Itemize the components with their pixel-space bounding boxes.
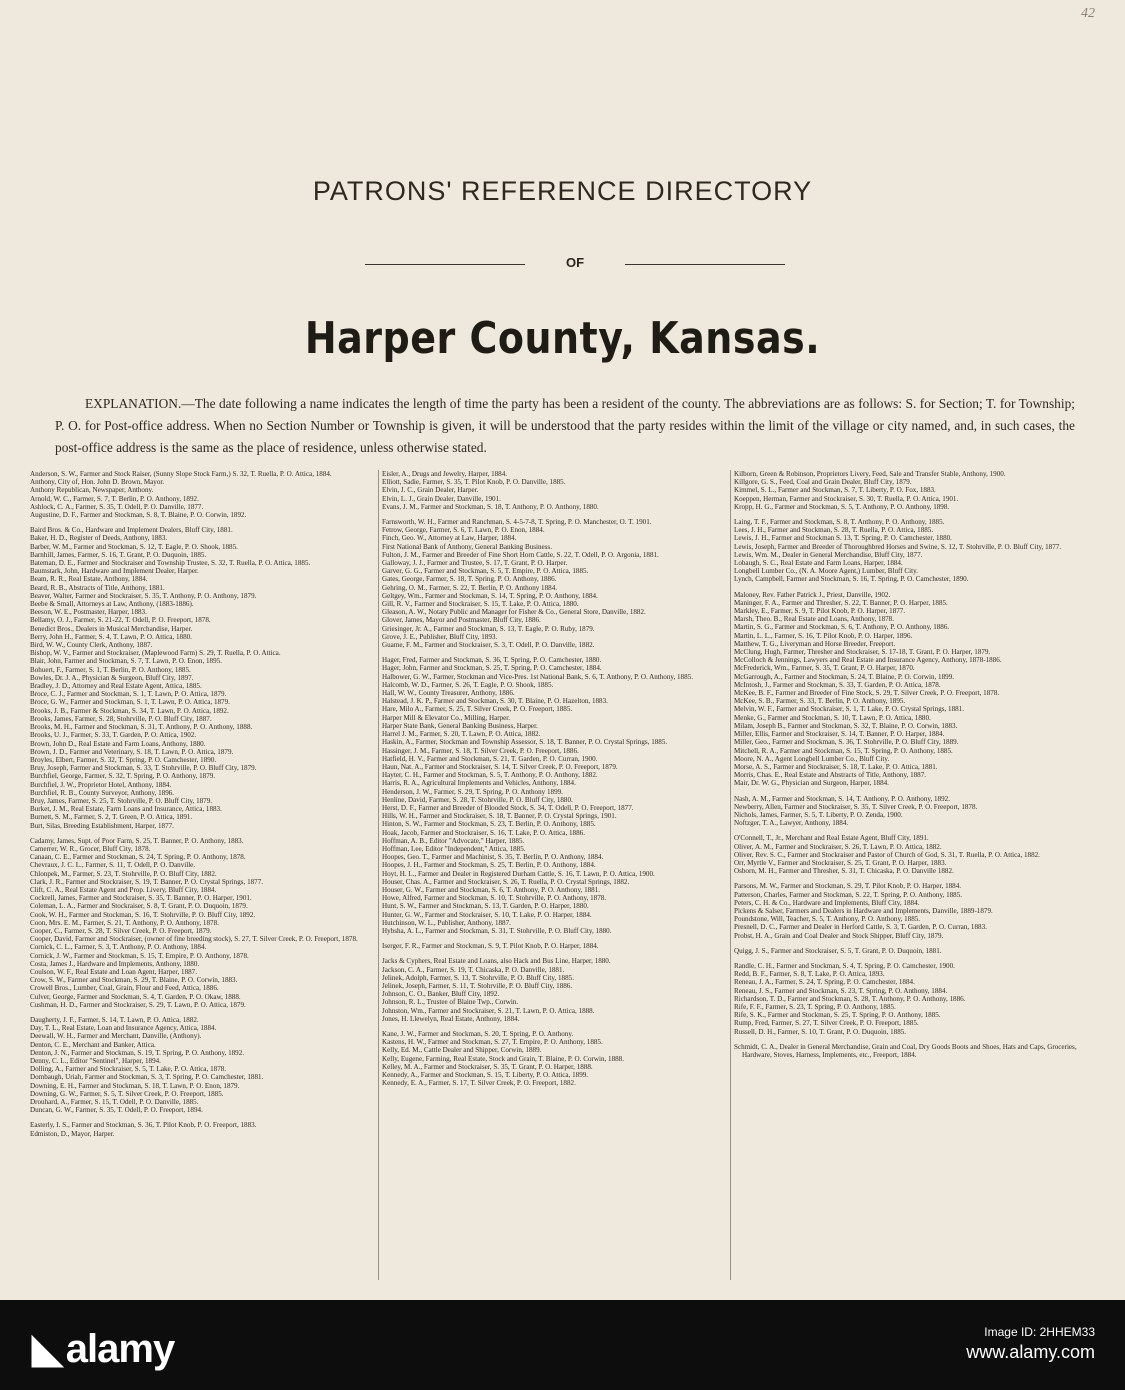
image-meta bbox=[966, 1322, 1095, 1362]
directory-entry: Pickens & Salser, Farmers and Dealers in Hardware and Implements, Danville, 1889-1879. bbox=[734, 906, 993, 915]
directory-entry: Elvin, L. J., Grain Dealer, Danville, 1901. bbox=[382, 494, 501, 503]
letter-group-gap bbox=[30, 830, 375, 837]
directory-entry: Howe, Alfred, Farmer and Stockman, S. 10, T. Stohrville, P. O. Anthony, 1878. bbox=[382, 894, 607, 903]
directory-entry: Burt, Silas, Breeding Establishment, Harper, 1877. bbox=[30, 821, 174, 830]
directory-entry: Anderson, S. W., Farmer and Stock Raiser, (Sunny Slope Stock Farm,) S. 32, T. Ruella, P. O. Attica, 1884. bbox=[30, 470, 332, 478]
directory-entry: Hoopes, J. H., Farmer and Stockman, S. 25, T. Berlin, P. O. Anthony, 1884. bbox=[382, 861, 596, 870]
directory-entry: Henline, David, Farmer, S. 28, T. Stohrville, P. O. Bluff City, 1880. bbox=[382, 795, 573, 804]
directory-entry: Denny, C. L., Editor "Sentinel", Harper, 1894. bbox=[30, 1057, 161, 1066]
directory-entry: Iserger, F. R., Farmer and Stockman, S. 9, T. Pilot Knob, P. O. Harper, 1884. bbox=[382, 942, 599, 951]
directory-entry: Brooks, J. B., Farmer & Stockman, S. 34, T. Lawn, P. O. Attica, 1892. bbox=[30, 706, 229, 715]
directory-entry: Melvin, W. F., Farmer and Stockraiser, S. 1, T. Lake, P. O. Crystal Springs, 1881. bbox=[734, 705, 965, 714]
directory-entry: Harper State Bank, General Banking Business, Harper. bbox=[382, 721, 538, 730]
directory-entry: Barnhill, James, Farmer, S. 16, T. Grant, P. O. Duquoin, 1885. bbox=[30, 550, 207, 559]
directory-entry: Cooper, David, Farmer and Stockraiser, (owner of fine breeding stock), S. 27, T. Silver Creek, P. O. Freeport, 1878. bbox=[30, 935, 358, 944]
directory-entry: Farnsworth, W. H., Farmer and Ranchman, S. 4-5-7-8, T. Spring, P. O. Manchester, O. T. 1901. bbox=[382, 518, 652, 527]
directory-entry: Anthony Republican, Newspaper, Anthony. bbox=[30, 486, 154, 495]
directory-entry: Barber, W. M., Farmer and Stockman, S. 12, T. Eagle, P. O. Shook, 1885. bbox=[30, 542, 238, 551]
directory-entry: Marsh, Theo. B., Real Estate and Loans, Anthony, 1878. bbox=[734, 615, 894, 624]
directory-entry: Cornick, C. L., Farmer, S. 3, T. Anthony, P. O. Anthony, 1884. bbox=[30, 943, 207, 952]
directory-entry: Lobaugh, S. C., Real Estate and Farm Loans, Harper, 1884. bbox=[734, 559, 903, 568]
directory-entry: Markley, E., Farmer, S. 9, T. Pilot Knob, P. O. Harper, 1877. bbox=[734, 607, 906, 616]
directory-entry: Cockrell, James, Farmer and Stockraiser, S. 35, T. Banner, P. O. Harper, 1901. bbox=[30, 894, 252, 903]
directory-entry: Arnold, W. C., Farmer, S. 7, T. Berlin, P. O. Anthony, 1892. bbox=[30, 494, 199, 503]
directory-entry: Crow, S. W., Farmer and Stockman, S. 29, T. Blaine, P. O. Corwin, 1883. bbox=[30, 976, 238, 985]
letter-group-gap bbox=[734, 788, 1094, 795]
directory-entry: Bohuert, F., Farmer, S. 1, T. Berlin, P. O. Anthony, 1885. bbox=[30, 665, 191, 674]
directory-entry: Jelinek, Joseph, Farmer, S. 11, T. Stohrville, P. O. Bluff City, 1886. bbox=[382, 981, 573, 990]
directory-entry: Evans, J. M., Farmer and Stockman, S. 18, T. Anthony, P. O. Anthony, 1880. bbox=[382, 502, 599, 511]
directory-entry: Kimmel, S. L., Farmer and Stockman, S. 7, T. Liberty, P. O. Fox, 1883. bbox=[734, 486, 936, 495]
directory-entry: Crowell Bros., Lumber, Coal, Grain, Flour and Feed, Attica, 1886. bbox=[30, 984, 219, 993]
directory-entry: Cook, W. H., Farmer and Stockman, S. 16, T. Stohrville, P. O. Bluff City, 1892. bbox=[30, 910, 256, 919]
directory-entry: Redd, B. F., Farmer, S. 8, T. Lake, P. O. Attica, 1893. bbox=[734, 970, 885, 979]
directory-entry: McKee, S. B., Farmer, S. 33, T. Berlin, P. O. Anthony, 1895. bbox=[734, 697, 906, 706]
directory-entry: O'Connell, T., Jr., Merchant and Real Estate Agent, Bluff City, 1891. bbox=[734, 834, 929, 843]
directory-entry: Poundstone, Will, Teacher, S. 5, T. Anthony, P. O. Anthony, 1885. bbox=[734, 915, 921, 924]
directory-entry: Hatfield, H. V., Farmer and Stockman, S. 21, T. Garden, P. O. Curran, 1900. bbox=[382, 754, 598, 763]
directory-entry: Anthony, City of, Hon. John D. Brown, Mayor. bbox=[30, 478, 165, 487]
directory-entry: Kane, J. W., Farmer and Stockman, S. 20, T. Spring, P. O. Anthony. bbox=[382, 1030, 574, 1038]
directory-entry: Kelly, Ed. M., Cattle Dealer and Shipper, Corwin, 1889. bbox=[382, 1046, 542, 1055]
directory-entry: Glover, James, Mayor and Postmaster, Bluff City, 1886. bbox=[382, 616, 541, 625]
directory-entry: Harrel J. M., Farmer, S. 20, T. Lawn, P. O. Attica, 1882. bbox=[382, 730, 541, 739]
directory-entry: Hassinger, J. M., Farmer, S. 18, T. Silver Creek, P. O. Freeport, 1886. bbox=[382, 746, 579, 755]
directory-entry: Beaver, Walter, Farmer and Stockraiser, S. 35, T. Anthony, P. O. Anthony, 1879. bbox=[30, 591, 257, 600]
directory-entry: Baumstark, John, Hardware and Implement Dealer, Harper. bbox=[30, 567, 199, 576]
directory-entry: First National Bank of Anthony, General Banking Business. bbox=[382, 542, 552, 551]
directory-entry: Randle, C. H., Farmer and Stockman, S. 4, T. Spring, P. O. Camchester, 1900. bbox=[734, 961, 955, 970]
directory-entry: Chlonpek, M., Farmer, S. 23, T. Stohrville, P. O. Bluff City, 1882. bbox=[30, 869, 217, 878]
directory-entry: Rife, F. F., Farmer, S. 23, T. Spring, P. O. Anthony, 1885. bbox=[734, 1002, 896, 1011]
directory-entry: Nash, A. M., Farmer and Stockman, S. 14, T. Anthony, P. O. Anthony, 1892. bbox=[734, 794, 950, 803]
directory-entry: Oliver, A. M., Farmer and Stockraiser, S. 26, T. Lawn, P. O. Attica, 1882. bbox=[734, 842, 942, 851]
directory-entry: Bellamy, O. J., Farmer, S. 21-22, T. Odell, P. O. Freeport, 1878. bbox=[30, 616, 211, 625]
directory-entry: Dombaugh, Uriah, Farmer and Stockman, S. 3, T. Spring, P. O. Camchester, 1881. bbox=[30, 1073, 264, 1082]
directory-entry: Longbell Lumber Co., (N. A. Moore Agent,) Lumber, Bluff City. bbox=[734, 567, 918, 576]
directory-entry: Halcomb, W. D., Farmer, S. 26, T. Eagle, P. O. Shook, 1885. bbox=[382, 680, 554, 689]
directory-entry: Menke, G., Farmer and Stockman, S. 10, T. Lawn, P. O. Attica, 1880. bbox=[734, 713, 931, 722]
directory-entry: Lewis, Wm. M., Dealer in General Merchandise, Bluff City, 1877. bbox=[734, 550, 923, 559]
directory-entry: Hall, W. W., County Treasurer, Anthony, 1886. bbox=[382, 689, 515, 698]
directory-entry: Hoffman, A. B., Editor "Advocate," Harper, 1885. bbox=[382, 836, 525, 845]
directory-entry: Daugherty, J. F., Farmer, S. 14, T. Lawn, P. O. Attica, 1882. bbox=[30, 1016, 199, 1024]
directory-entry: Morris, Chas. E., Real Estate and Abstracts of Title, Anthony, 1887. bbox=[734, 771, 927, 780]
directory-entry: Culver, George, Farmer and Stockman, S. 4, T. Garden, P. O. Okaw, 1888. bbox=[30, 992, 241, 1001]
directory-entry: Coulson, W. F., Real Estate and Loan Agent, Harper, 1887. bbox=[30, 967, 198, 976]
directory-entry: Brooks, James, Farmer, S. 28, Stohrville, P. O. Bluff City, 1887. bbox=[30, 714, 212, 723]
directory-entry: Hayter, C. H., Farmer and Stockman, S. 5, T. Anthony, P. O. Anthony, 1882. bbox=[382, 771, 598, 780]
directory-entry: Gates, George, Farmer, S. 18, T. Spring, P. O. Anthony, 1886. bbox=[382, 575, 557, 584]
directory-entry: Bird, W. W., County Clerk, Anthony, 1887. bbox=[30, 641, 153, 650]
directory-entry: Halbower, G. W., Farmer, Stockman and Vice-Pres. 1st National Bank, S. 6, T. Anthony, P. O. Anthony, 1885. bbox=[382, 672, 693, 681]
directory-entry: Hills, W. H., Farmer and Stockraiser, S. 18, T. Banner, P. O. Crystal Springs, 1901. bbox=[382, 812, 617, 821]
directory-entry: Baird Bros. & Co., Hardware and Implement Dealers, Bluff City, 1881. bbox=[30, 526, 233, 535]
directory-entry: Gleason, A. W., Notary Public and Manager for Fisher & Co., General Store, Danville, 1882. bbox=[382, 608, 646, 617]
directory-entry: Harper Mill & Elevator Co., Milling, Harper. bbox=[382, 713, 511, 722]
directory-entry: Beeson, W. E., Postmaster, Harper, 1883. bbox=[30, 608, 147, 617]
directory-entry: Moore, N. A., Agent Longbell Lumber Co., Bluff City. bbox=[734, 754, 890, 763]
directory-entry: Morse, A. S., Farmer and Stockraiser, S. 18, T. Lake, P. O. Attica, 1881. bbox=[734, 762, 938, 771]
directory-entry: Geltgey, Wm., Farmer and Stockman, S. 14, T. Spring, P. O. Anthony, 1884. bbox=[382, 591, 598, 600]
directory-entry: Clift, C. A., Real Estate Agent and Prop. Livery, Bluff City, 1884. bbox=[30, 885, 217, 894]
directory-entry: Elvin, J. C., Grain Dealer, Harper. bbox=[382, 486, 479, 495]
directory-entry: Patterson, Charles, Farmer and Stockman, S. 22, T. Spring, P. O. Anthony, 1885. bbox=[734, 890, 963, 899]
directory-entry: Parsons, M. W., Farmer and Stockman, S. 29, T. Pilot Knob, P. O. Harper, 1884. bbox=[734, 882, 962, 891]
directory-entry: Presnell, D. C., Farmer and Dealer in Herford Cattle, S. 3, T. Garden, P. O. Curran, 1883. bbox=[734, 923, 987, 932]
directory-entry: Oliver, Rev. S. C., Farmer and Stockraiser and Pastor of Church of God, S. 31, T. Ruella, P. O. Attica, 1882. bbox=[734, 850, 1040, 859]
letter-group-gap bbox=[734, 511, 1094, 518]
letter-group-gap bbox=[30, 519, 375, 526]
directory-entry: Baker, H. D., Register of Deeds, Anthony, 1883. bbox=[30, 534, 168, 543]
column-divider bbox=[378, 470, 379, 1280]
letter-group-gap bbox=[382, 1023, 727, 1030]
brand-mark-icon: ◣ bbox=[32, 1327, 62, 1371]
directory-entry: Ashlock, C. A., Farmer, S. 35, T. Odell, P. O. Danville, 1877. bbox=[30, 502, 204, 511]
directory-entry: Johnston, Wm., Farmer and Stockraiser, S. 21, T. Lawn, P. O. Attica, 1888. bbox=[382, 1006, 595, 1015]
page-title: PATRONS' REFERENCE DIRECTORY bbox=[312, 176, 813, 206]
directory-entry: Herst, D. F., Farmer and Breeder of Blooded Stock, S. 34, T. Odell, P. O. Freeport, 1877. bbox=[382, 803, 634, 812]
directory-entry: Laing, T. F., Farmer and Stockman, S. 8, T. Anthony, P. O. Anthony, 1885. bbox=[734, 518, 945, 527]
directory-entry: Burchfiel, George, Farmer, S. 32, T. Spring, P. O. Anthony, 1879. bbox=[30, 772, 216, 781]
directory-entry: Hybsha, A. L., Farmer and Stockman, S. 31, T. Stohrville, P. O. Bluff City, 1880. bbox=[382, 926, 612, 935]
image-id: Image ID: 2HHEM33 bbox=[984, 1325, 1095, 1339]
directory-entry: Grove, J. E., Publisher, Bluff City, 1893. bbox=[382, 632, 498, 641]
directory-entry: Hager, Fred, Farmer and Stockman, S. 36, T. Spring, P. O. Camchester, 1880. bbox=[382, 656, 602, 665]
directory-entry: Edmiston, D., Mayor, Harper. bbox=[30, 1129, 115, 1138]
directory-entry: Day, T. L., Real Estate, Loan and Insurance Agency, Attica, 1884. bbox=[30, 1024, 217, 1033]
directory-entry: Killgore, G. S., Feed, Coal and Grain Dealer, Bluff City, 1879. bbox=[734, 478, 912, 487]
directory-entry: Koeppen, Herman, Farmer and Stockraiser, S. 30, T. Ruella, P. O. Attica, 1901. bbox=[734, 494, 959, 503]
directory-entry: Jelinek, Adolph, Farmer, S. 13, T. Stohrville, P. O. Bluff City, 1885. bbox=[382, 973, 574, 982]
directory-entry: Lees, J. H., Farmer and Stockman, S. 28, T. Ruella, P. O. Attica, 1885. bbox=[734, 526, 934, 535]
directory-entry: Easterly, I. S., Farmer and Stockman, S. 36, T. Pilot Knob, P. O. Freeport, 1883. bbox=[30, 1121, 257, 1130]
directory-entry: Downing, G. W., Farmer, S. 5, T. Silver Creek, P. O. Freeport, 1885. bbox=[30, 1089, 224, 1098]
directory-entry: Johnson, C. O., Banker, Bluff City, 1892. bbox=[382, 990, 500, 999]
directory-entry: Cushman, H. D., Farmer and Stockraiser, S. 29, T. Lawn, P. O. Attica, 1879. bbox=[30, 1000, 246, 1009]
directory-entry: Jacks & Cyphers, Real Estate and Loans, also Hack and Bus Line, Harper, 1880. bbox=[382, 957, 611, 966]
directory-entry: Hoffman, Lee, Editor "Independent," Attica, 1885. bbox=[382, 844, 526, 853]
directory-entry: Bradley, J. D., Attorney and Real Estate Agent, Attica, 1885. bbox=[30, 682, 202, 691]
directory-entry: Orr, Myrtle V., Farmer and Stockraiser, S. 25, T. Grant, P. O. Harper, 1883. bbox=[734, 858, 947, 867]
directory-entry: Coon, Mrs. E. M., Farmer, S. 21, T. Anthony, P. O. Anthony, 1878. bbox=[30, 918, 219, 927]
stock-footer bbox=[0, 1300, 1125, 1390]
directory-column-2 bbox=[382, 470, 727, 1280]
directory-entry: Cooper, C., Farmer, S. 28, T. Silver Creek, P. O. Freeport, 1879. bbox=[30, 926, 212, 935]
directory-entry: Matthew, T. G., Liveryman and Horse Breeder, Freeport. bbox=[734, 639, 896, 648]
directory-entry: Brooks, U. J., Farmer, S. 33, T. Garden, P. O. Attica, 1902. bbox=[30, 731, 197, 740]
directory-entry: Beard, R. B., Abstracts of Title, Anthony, 1881. bbox=[30, 583, 165, 592]
directory-entry: Denton, C. E., Merchant and Banker, Attica. bbox=[30, 1040, 156, 1049]
directory-entry: Milam, Joseph B., Farmer and Stockman, S. 32, T. Blaine, P. O. Corwin, 1883. bbox=[734, 721, 958, 730]
directory-entry: Dolling, A., Farmer and Stockraiser, S. 5, T. Lake, P. O. Attica, 1878. bbox=[30, 1065, 227, 1074]
directory-entry: Lewis, J. H., Farmer and Stockman S. 13, T. Spring, P. O. Camchester, 1880. bbox=[734, 534, 952, 543]
directory-entry: Bateman, D. E., Farmer and Stockraiser and Township Trustee, S. 32, T. Ruella, P. O. Attica, 1885. bbox=[30, 559, 311, 568]
directory-entry: Canaan, C. E., Farmer and Stockman, S. 24, T. Spring, P. O. Anthony, 1878. bbox=[30, 853, 246, 862]
directory-entry: Burket, J. M., Real Estate, Farm Loans and Insurance, Attica, 1883. bbox=[30, 805, 222, 814]
letter-group-gap bbox=[382, 950, 727, 957]
directory-entry: Gill, R. V., Farmer and Stockraiser, S. 15, T. Lake, P. O. Attica, 1880. bbox=[382, 600, 579, 609]
directory-entry: Hunter, G. W., Farmer and Stockraiser, S. 10, T. Lake, P. O. Harper, 1884. bbox=[382, 910, 592, 919]
directory-entry: Chevraux, J. C. L., Farmer, S. 11, T. Odell, P. O. Danville. bbox=[30, 861, 196, 870]
directory-entry: Haun, Nat. A., Farmer and Stockraiser, S. 14, T. Silver Creek, P. O. Freeport, 1879. bbox=[382, 762, 618, 771]
directory-entry: Garver, G. G., Farmer and Stockman, S. 5, T. Empire, P. O. Attica, 1885. bbox=[382, 567, 589, 576]
directory-column-1 bbox=[30, 470, 375, 1280]
directory-entry: Peters, C. H. & Co., Hardware and Implements, Bluff City, 1884. bbox=[734, 898, 920, 907]
directory-entry: Eisler, A., Drugs and Jewelry, Harper, 1884. bbox=[382, 470, 508, 478]
directory-entry: Hinton, S. W., Farmer and Stockman, S. 23, T. Berlin, P. O. Anthony, 1885. bbox=[382, 820, 596, 829]
directory-entry: Hager, John, Farmer and Stockman, S. 25, T. Spring, P. O. Camchester, 1884. bbox=[382, 664, 602, 673]
directory-entry: McFrederick, Wm., Farmer, S. 35, T. Grant, P. O. Harper, 1870. bbox=[734, 664, 915, 673]
explanation-paragraph: EXPLANATION.—The date following a name indicates the length of time the party has been a resident of the county. The abbreviations are as follows: S. for Section; T. for Township; P. O. for Post-office address. When no Section Number or Township is given, it will be understood that the party resides within the limit of the village or city named, and, in such cases, the post-office address is the same as the place of residence, unless otherwise stated. bbox=[55, 396, 1075, 455]
directory-entry: Hunt, S. W., Farmer and Stockman, S. 13, T. Garden, P. O. Harper, 1880. bbox=[382, 902, 589, 911]
directory-entry: Kelley, M. A., Farmer and Stockraiser, S. 35, T. Grant, P. O. Harper, 1888. bbox=[382, 1062, 593, 1071]
directory-entry: Hoyt, H. L., Farmer and Dealer in Registered Durham Cattle, S. 16, T. Lawn, P. O. Attica, 1900. bbox=[382, 869, 655, 878]
directory-entry: McClung, Hugh, Farmer, Thresher and Stockraiser, S. 17-18, T. Grant, P. O. Harper, 1879. bbox=[734, 648, 991, 657]
directory-entry: Hare, Milo A., Farmer, S. 25, T. Silver Creek, P. O. Freeport, 1885. bbox=[382, 705, 573, 714]
directory-entry: Brooks, M. H., Farmer and Stockman, S. 31, T. Anthony, P. O. Anthony, 1888. bbox=[30, 723, 253, 732]
directory-entry: Burchfiel, J. W., Proprietor Hotel, Anthony, 1884. bbox=[30, 780, 172, 789]
directory-entry: Miller, Geo., Farmer and Stockman, S. 36, T. Stohrville, P. O. Bluff City, 1889. bbox=[734, 738, 959, 747]
directory-entry: Kilborn, Green & Robinson, Proprietors Livery, Feed, Sale and Transfer Stable, Anthony, 1900. bbox=[734, 470, 1006, 478]
letter-group-gap bbox=[30, 1114, 375, 1121]
directory-entry: Hutchinson, W. L., Publisher, Anthony, 1887. bbox=[382, 918, 511, 927]
directory-entry: Griesinger, Jr. A., Farmer and Stockman, S. 13, T. Eagle, P. O. Ruby, 1879. bbox=[382, 624, 595, 633]
letter-group-gap bbox=[30, 1009, 375, 1016]
directory-entry: Johnson, R. L., Trustee of Blaine Twp., Corwin. bbox=[382, 998, 519, 1007]
directory-entry: Jones, H. Llewelyn, Real Estate, Anthony, 1884. bbox=[382, 1014, 520, 1023]
letter-group-gap bbox=[734, 827, 1094, 834]
directory-entry: Houser, Chas. A., Farmer and Stockraiser, S. 26, T. Ruella, P. O. Crystal Springs, 1882. bbox=[382, 877, 630, 886]
directory-entry: Benedict Bros., Dealers in Musical Merchandise, Harper. bbox=[30, 624, 193, 633]
of-divider bbox=[365, 255, 785, 273]
directory-entry: Haskin, A., Farmer, Stockman and Township Assessor, S. 18, T. Banner, P. O. Crystal Springs, 1885. bbox=[382, 738, 668, 747]
letter-group-gap bbox=[734, 1036, 1094, 1043]
directory-entry: Burnett, S. M., Farmer, S. 2, T. Green, P. O. Attica, 1891. bbox=[30, 813, 193, 822]
directory-entry: McKee, B. F., Farmer and Breeder of Fine Stock, S. 29, T. Silver Creek, P. O. Freeport, 1878. bbox=[734, 689, 1000, 698]
directory-entry: Kennedy, E. A., Farmer, S. 17, T. Silver Creek, P. O. Freeport, 1882. bbox=[382, 1079, 576, 1088]
directory-entry: Bowles, Dr. J. A., Physician & Surgeon, Bluff City, 1897. bbox=[30, 673, 194, 682]
letter-group-gap bbox=[382, 649, 727, 656]
directory-entry: Lynch, Campbell, Farmer and Stockman, S. 16, T. Spring, P. O. Camchester, 1890. bbox=[734, 575, 969, 584]
county-heading: Harper County, Kansas. bbox=[304, 312, 821, 364]
directory-entry: Osborn, M. H., Farmer and Thresher, S. 31, T. Chicaska, P. O. Danville 1882. bbox=[734, 867, 954, 876]
directory-entry: Russell, D. H., Farmer, S. 10, T. Grant, P. O. Duquoin, 1885. bbox=[734, 1027, 907, 1036]
directory-entry: Rife, S. K., Farmer and Stockman, S. 25, T. Spring, P. O. Anthony, 1885. bbox=[734, 1011, 941, 1020]
of-word: OF bbox=[565, 255, 585, 270]
directory-entry: Richardson, T. D., Farmer and Stockman, S. 28, T. Anthony, P. O. Anthony, 1886. bbox=[734, 994, 966, 1003]
directory-entry: Maninger, F. A., Farmer and Thresher, S. 22, T. Banner, P. O. Harper, 1885. bbox=[734, 598, 948, 607]
directory-entry: Guame, F. M., Farmer and Stockraiser, S. 3, T. Odell, P. O. Danville, 1882. bbox=[382, 641, 595, 650]
directory-entry: Quigg, J. S., Farmer and Stockraiser, S. 5, T. Grant, P. O. Duquoin, 1881. bbox=[734, 946, 942, 955]
directory-entry: Hoopes, Geo. T., Farmer and Machinist, S. 35, T. Berlin, P. O. Anthony, 1884. bbox=[382, 853, 604, 862]
letter-group-gap bbox=[734, 940, 1094, 947]
letter-group-gap bbox=[382, 935, 727, 942]
column-divider bbox=[730, 470, 731, 1280]
directory-entry: Lewis, Joseph, Farmer and Breeder of Thoroughbred Horses and Swine, S. 12, T. Stohrville, P. O. Bluff City, 1877. bbox=[734, 542, 1062, 551]
directory-entry: Henderson, J. W., Farmer, S. 29, T. Spring, P. O. Anthony 1899. bbox=[382, 787, 563, 796]
directory-entry: Mitchell, R. A., Farmer and Stockman, S. 15, T. Spring, P. O. Anthony, 1885. bbox=[734, 746, 953, 755]
directory-entry: Reneau, J. A., Farmer, S. 24, T. Spring, P. O. Camchester, 1884. bbox=[734, 978, 915, 987]
directory-entry: Cadamy, James, Supt. of Poor Farm, S. 25, T. Banner, P. O. Anthony, 1883. bbox=[30, 836, 244, 845]
directory-entry: Augustine, D. F., Farmer and Stockman, S. 8, T. Blaine, P. O. Corwin, 1892. bbox=[30, 511, 247, 520]
directory-entry: Bishop, W. V., Farmer and Stockraiser, (Maplewood Farm) S. 29, T. Ruella, P. O. Attica. bbox=[30, 649, 281, 658]
page-number: 42 bbox=[1081, 6, 1095, 21]
letter-group-gap bbox=[382, 511, 727, 518]
directory-entry: Houser, G. W., Farmer and Stockman, S. 6, T. Anthony, P. O. Anthony, 1881. bbox=[382, 885, 601, 894]
directory-entry: Beebe & Small, Attorneys at Law, Anthony, (1883-1886). bbox=[30, 600, 194, 609]
directory-entry: Brown, John D., Real Estate and Farm Loans, Anthony, 1880. bbox=[30, 739, 206, 748]
brand-name: alamy bbox=[65, 1327, 175, 1371]
directory-entry: Blair, John, Farmer and Stockman, S. 7, T. Lawn, P. O. Enon, 1895. bbox=[30, 657, 222, 666]
directory-entry: Jackson, C. A., Farmer, S. 19, T. Chicaska, P. O. Danville, 1881. bbox=[382, 965, 565, 974]
directory-entry: Mair, Dr. W. G., Physician and Surgeon, Harper, 1884. bbox=[734, 779, 889, 788]
directory-entry: Deewall, W. H., Farmer and Merchant, Danville, (Anthony). bbox=[30, 1032, 202, 1041]
directory-entry: Probst, H. A., Grain and Coal Dealer and Stock Shipper, Bluff City, 1879. bbox=[734, 931, 944, 940]
letter-group-gap bbox=[734, 955, 1094, 962]
directory-entry: Beam, R. R., Real Estate, Anthony, 1884. bbox=[30, 575, 148, 584]
directory-entry: Clark, J. R., Farmer and Stockraiser, S. 19, T. Banner, P. O. Crystal Springs, 1877. bbox=[30, 877, 264, 886]
directory-entry: Drouhard, A., Farmer, S. 15, T. Odell, P. O. Danville, 1885. bbox=[30, 1098, 199, 1107]
directory-entry: Martin, L. L., Farmer, S. 16, T. Pilot Knob, P. O. Harper, 1896. bbox=[734, 631, 913, 640]
directory-entry: McIntosh, J., Farmer and Stockman, S. 33, T. Garden, P. O. Attica, 1878. bbox=[734, 680, 941, 689]
directory-entry: McGarrough, A., Farmer and Stockman, S. 24, T. Blaine, P. O. Corwin, 1899. bbox=[734, 672, 955, 681]
directory-entry: Kennedy, A., Farmer and Stockman, S. 15, T. Liberty, P. O. Attica, 1899. bbox=[382, 1071, 589, 1080]
directory-entry: Denton, J. N., Farmer and Stockman, S. 19, T. Spring, P. O. Anthony, 1892. bbox=[30, 1048, 245, 1057]
directory-entry: Hoak, Jacob, Farmer and Stockraiser, S. 16, T. Lake, P. O. Attica, 1886. bbox=[382, 828, 585, 837]
directory-columns bbox=[30, 470, 1095, 1280]
website-link[interactable]: www.alamy.com bbox=[966, 1342, 1095, 1362]
directory-entry: Camerrer, W. R., Grocer, Bluff City, 1878. bbox=[30, 844, 151, 853]
directory-entry: Costa, James J., Hardware and Implements, Anthony, 1880. bbox=[30, 959, 200, 968]
divider-rule-right bbox=[625, 264, 785, 265]
directory-entry: Miller, Ellis, Farmer and Stockraiser, S. 14, T. Banner, P. O. Harper, 1884. bbox=[734, 730, 945, 739]
directory-entry: Newberry, Allen, Farmer and Stockraiser, S. 35, T. Silver Creek, P. O. Freeport, 1878. bbox=[734, 802, 978, 811]
directory-entry: Downing, E. H., Farmer and Stockman, S. 18, T. Lawn, P. O. Enon, 1879. bbox=[30, 1081, 240, 1090]
directory-column-3 bbox=[734, 470, 1094, 1280]
directory-entry: Bruy, Joseph, Farmer and Stockman, S. 33, T. Stohrville, P. O. Bluff City, 1879. bbox=[30, 764, 257, 773]
directory-entry: Elliott, Sadie, Farmer, S. 35, T. Pilot Knob, P. O. Danville, 1885. bbox=[382, 478, 566, 487]
directory-entry: Broce, C. J., Farmer and Stockman, S. 1, T. Lawn, P. O. Attica, 1879. bbox=[30, 690, 227, 699]
directory-entry: Broyles, Elbert, Farmer, S. 32, T. Spring, P. O. Camchester, 1890. bbox=[30, 755, 217, 764]
directory-entry: Brown, J. D., Farmer and Veterinary, S. 18, T. Lawn, P. O. Attica, 1879. bbox=[30, 747, 234, 756]
directory-entry: McColloch & Jennings, Lawyers and Real Estate and Insurance Agency, Anthony, 1878-1886. bbox=[734, 656, 1002, 665]
directory-entry: Galloway, J. J., Farmer and Trustee, S. 17, T. Grant, P. O. Harper. bbox=[382, 559, 568, 568]
directory-entry: Broce, G. W., Farmer and Stockman, S. 1, T. Lawn, P. O. Attica, 1879. bbox=[30, 698, 230, 707]
directory-entry: Kropp, H. G., Farmer and Stockman, S. 5, T. Anthony, P. O. Anthony, 1898. bbox=[734, 502, 950, 511]
brand-logo bbox=[32, 1326, 174, 1372]
directory-entry: Kelly, Eugene, Farming, Real Estate, Stock and Grain, T. Blaine, P. O. Corwin, 1888. bbox=[382, 1054, 624, 1063]
directory-entry: Noftzger, T. A., Lawyer, Anthony, 1884. bbox=[734, 819, 849, 828]
directory-entry: Coleman, L. A., Farmer and Stockraiser, S. 8, T. Grant, P. O. Duquoin, 1879. bbox=[30, 902, 248, 911]
directory-entry: Schmidt, C. A., Dealer in General Merchandise, Grain and Coal, Dry Goods Boots and Shoes, Hats and Caps, Groceries, Hardware, Stoves, Harness, Implements, etc., Freeport, 1884. bbox=[734, 1042, 1077, 1059]
directory-entry: Berry, John H., Farmer, S. 4, T. Lawn, P. O. Attica, 1880. bbox=[30, 632, 192, 641]
directory-entry: Nichols, James, Farmer, S. 5, T. Liberty, P. O. Zenda, 1900. bbox=[734, 810, 903, 819]
letter-group-gap bbox=[734, 584, 1094, 591]
directory-entry: Fetrow, George, Farmer, S. 6, T. Lawn, P. O. Enon, 1884. bbox=[382, 526, 545, 535]
directory-entry: Martin, S. G., Farmer and Stockman, S. 6, T. Anthony, P. O. Anthony, 1886. bbox=[734, 623, 950, 632]
directory-entry: Burchfiel, R. B., County Surveyor, Anthony, 1896. bbox=[30, 788, 175, 797]
directory-entry: Kastens, H. W., Farmer and Stockman, S. 27, T. Empire, P. O. Anthony, 1885. bbox=[382, 1038, 603, 1047]
directory-entry: Maloney, Rev. Father Patrick J., Priest, Danville, 1902. bbox=[734, 590, 891, 599]
directory-entry: Reneau, J. S., Farmer and Stockman, S. 23, T. Spring, P. O. Anthony, 1884. bbox=[734, 986, 948, 995]
directory-entry: Fulton, J. M., Farmer and Breeder of Fine Short Horn Cattle, S. 22, T. Odell, P. O. Argonia, 1881. bbox=[382, 550, 659, 559]
directory-entry: Halstead, J. K. P., Farmer and Stockman, S. 30, T. Blaine, P. O. Hazelton, 1883. bbox=[382, 697, 608, 706]
directory-entry: Rump, Fred, Farmer, S. 27, T. Silver Creek, P. O. Freeport, 1885. bbox=[734, 1019, 919, 1028]
directory-entry: Gehring, O. M., Farmer, S. 22, T. Berlin, P. O. Anthony 1884. bbox=[382, 583, 558, 592]
directory-entry: Finch, Geo. W., Attorney at Law, Harper, 1884. bbox=[382, 534, 517, 543]
letter-group-gap bbox=[734, 875, 1094, 882]
directory-entry: Bruy, James, Farmer, S. 25, T. Stohrville, P. O. Bluff City, 1879. bbox=[30, 796, 213, 805]
directory-entry: Cornick, J. W., Farmer and Stockman, S. 15, T. Empire, P. O. Anthony, 1878. bbox=[30, 951, 249, 960]
directory-entry: Harris, R. A., Agricultural Implements and Vehicles, Anthony, 1884. bbox=[382, 779, 576, 788]
directory-entry: Duncan, G. W., Farmer, S. 35, T. Odell, P. O. Freeport, 1894. bbox=[30, 1106, 203, 1115]
